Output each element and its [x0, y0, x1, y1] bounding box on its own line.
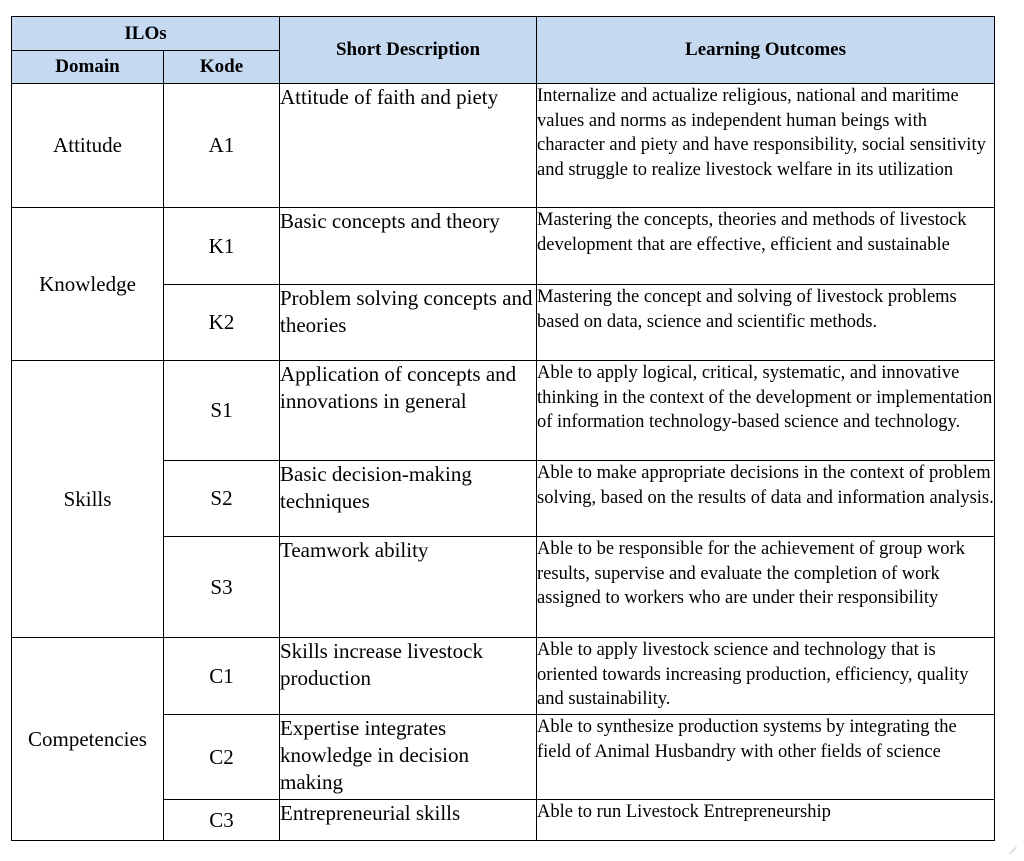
- domain-header: Domain: [12, 51, 164, 84]
- short-description-cell: Skills increase livestock production: [280, 638, 537, 715]
- table-row: [12, 638, 995, 715]
- short-description-cell: Application of concepts and innovations in general: [280, 361, 537, 461]
- domain-cell-competencies: Competencies: [12, 638, 164, 841]
- table-row: [12, 361, 995, 461]
- short-description-cell: Basic decision-making techniques: [280, 461, 537, 537]
- short-description-cell: Entrepreneurial skills: [280, 800, 537, 841]
- learning-outcome-cell: Internalize and actualize religious, national and maritime values and norms as independent human beings with character and piety and have responsibility, social sensitivity and struggle to realize livestock welfare in its utilization: [537, 84, 995, 208]
- kode-cell: K1: [164, 208, 280, 285]
- table-row: [12, 208, 995, 285]
- short-description-cell: Expertise integrates knowledge in decision making: [280, 715, 537, 800]
- domain-cell-skills: Skills: [12, 361, 164, 638]
- short-description-cell: Basic concepts and theory: [280, 208, 537, 285]
- learning-outcome-cell: Able to run Livestock Entrepreneurship: [537, 800, 995, 841]
- kode-cell: C1: [164, 638, 280, 715]
- resize-handle-icon: [1009, 847, 1024, 861]
- kode-cell: A1: [164, 84, 280, 208]
- ilo-table: [11, 16, 995, 841]
- short-description-cell: Teamwork ability: [280, 537, 537, 638]
- domain-cell-knowledge: Knowledge: [12, 208, 164, 361]
- short-description-cell: Attitude of faith and piety: [280, 84, 537, 208]
- learning-outcome-cell: Able to apply livestock science and technology that is oriented towards increasing production, efficiency, quality and sustainability.: [537, 638, 995, 715]
- kode-cell: C3: [164, 800, 280, 841]
- kode-cell: S2: [164, 461, 280, 537]
- learning-outcome-cell: Able to be responsible for the achievement of group work results, supervise and evaluate the completion of work assigned to workers who are under their responsibility: [537, 537, 995, 638]
- learning-outcome-cell: Mastering the concepts, theories and methods of livestock development that are effective, efficient and sustainable: [537, 208, 995, 285]
- learning-outcome-cell: Able to apply logical, critical, systematic, and innovative thinking in the context of the development or implementation of information technology-based science and technology.: [537, 361, 995, 461]
- kode-header: Kode: [164, 51, 280, 84]
- kode-cell: K2: [164, 285, 280, 361]
- short-description-header: Short Description: [280, 17, 537, 84]
- kode-cell: S1: [164, 361, 280, 461]
- learning-outcome-cell: Able to make appropriate decisions in the context of problem solving, based on the results of data and information analysis.: [537, 461, 995, 537]
- learning-outcomes-header: Learning Outcomes: [537, 17, 995, 84]
- learning-outcome-cell: Mastering the concept and solving of livestock problems based on data, science and scientific methods.: [537, 285, 995, 361]
- domain-cell-attitude: Attitude: [12, 84, 164, 208]
- kode-cell: S3: [164, 537, 280, 638]
- table-row: [12, 84, 995, 208]
- short-description-cell: Problem solving concepts and theories: [280, 285, 537, 361]
- learning-outcome-cell: Able to synthesize production systems by integrating the field of Animal Husbandry with other fields of science: [537, 715, 995, 800]
- ilos-header: ILOs: [12, 17, 280, 51]
- kode-cell: C2: [164, 715, 280, 800]
